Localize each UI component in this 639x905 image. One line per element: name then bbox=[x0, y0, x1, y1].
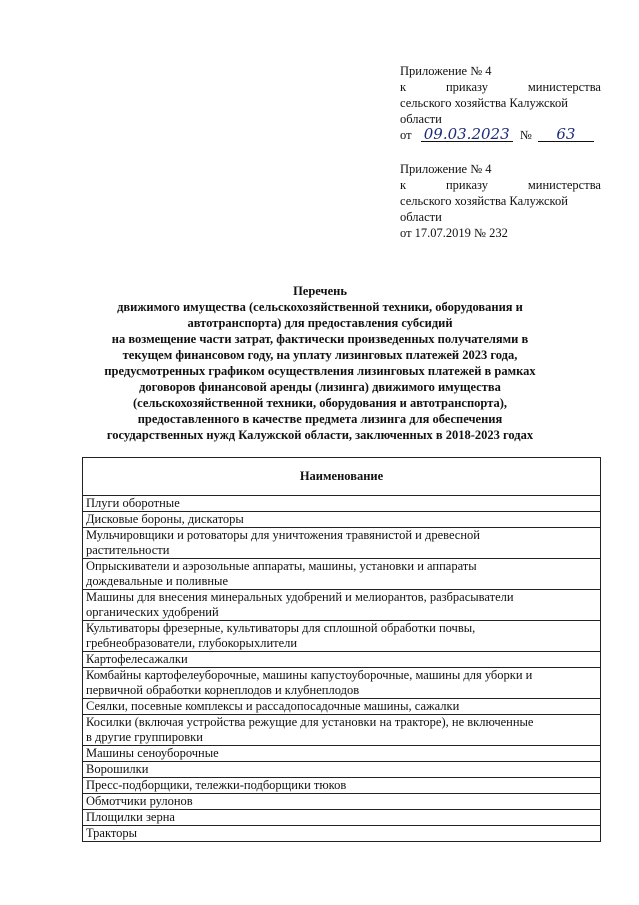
table-row bbox=[83, 794, 601, 810]
title-line: договоров финансовой аренды (лизинга) движимого имущества bbox=[139, 380, 501, 394]
appendix-ministry: сельского хозяйства Калужской bbox=[400, 96, 568, 110]
table-row bbox=[83, 652, 601, 668]
cell-line: первичной обработки корнеплодов и клубнеплодов bbox=[86, 683, 360, 697]
appendix-date-line: от 17.07.2019 № 232 bbox=[400, 226, 508, 240]
equipment-table bbox=[82, 457, 601, 842]
table-cell-name bbox=[83, 528, 601, 559]
table-row bbox=[83, 512, 601, 528]
table-row bbox=[83, 810, 601, 826]
table-cell-name bbox=[83, 746, 601, 762]
table-cell-name bbox=[83, 810, 601, 826]
appendix-title: Приложение № 4 bbox=[400, 64, 492, 78]
table-row bbox=[83, 528, 601, 559]
table-cell-name bbox=[83, 559, 601, 590]
cell-line: Машины сеноуборочные bbox=[86, 746, 219, 760]
title-line: текущем финансовом году, на уплату лизинговых платежей 2023 года, bbox=[122, 348, 518, 362]
table-cell-name bbox=[83, 699, 601, 715]
number-prefix: № bbox=[519, 128, 532, 142]
date-prefix: от bbox=[400, 128, 412, 142]
table-cell-name bbox=[83, 794, 601, 810]
appendix-date-line bbox=[400, 127, 601, 143]
cell-line: Обмотчики рулонов bbox=[86, 794, 193, 808]
cell-line: Опрыскиватели и аэрозольные аппараты, машины, установки и аппараты bbox=[86, 559, 477, 573]
cell-line: органических удобрений bbox=[86, 605, 219, 619]
table-row bbox=[83, 496, 601, 512]
title-line: (сельскохозяйственной техники, оборудования и автотранспорта), bbox=[132, 396, 508, 410]
cell-line: Ворошилки bbox=[86, 762, 149, 776]
cell-line: Культиваторы фрезерные, культиваторы для сплошной обработки почвы, bbox=[86, 621, 476, 635]
handwritten-number: 63 bbox=[538, 127, 594, 142]
table-cell-name bbox=[83, 715, 601, 746]
appendix-word: приказу bbox=[445, 80, 488, 94]
table-header-name: Наименование bbox=[83, 458, 601, 496]
cell-line: Сеялки, посевные комплексы и рассадопосадочные машины, сажалки bbox=[86, 699, 460, 713]
cell-line: Комбайны картофелеуборочные, машины капустоуборочные, машины для уборки и bbox=[86, 668, 533, 682]
document-title bbox=[60, 283, 580, 443]
cell-line: Картофелесажалки bbox=[86, 652, 188, 666]
table-row bbox=[83, 699, 601, 715]
table-row bbox=[83, 590, 601, 621]
table-row bbox=[83, 778, 601, 794]
title-line: предоставленного в качестве предмета лизинга для обеспечения bbox=[137, 412, 503, 426]
cell-line: Косилки (включая устройства режущие для установки на тракторе), не включенные bbox=[86, 715, 534, 729]
appendix-word: приказу bbox=[445, 178, 488, 192]
table-row bbox=[83, 746, 601, 762]
appendix-old-block bbox=[400, 161, 601, 241]
appendix-region: области bbox=[400, 112, 442, 126]
cell-line: в другие группировки bbox=[86, 730, 203, 744]
cell-line: Площилки зерна bbox=[86, 810, 175, 824]
title-line: на возмещение части затрат, фактически произведенных получателями в bbox=[111, 332, 529, 346]
cell-line: дождевальные и поливные bbox=[86, 574, 228, 588]
table-row bbox=[83, 826, 601, 842]
table-row bbox=[83, 559, 601, 590]
cell-line: Тракторы bbox=[86, 826, 138, 840]
table-row bbox=[83, 668, 601, 699]
table-cell-name bbox=[83, 762, 601, 778]
table-cell-name bbox=[83, 512, 601, 528]
appendix-word: министерства bbox=[527, 178, 601, 192]
title-line: предусмотренных графиком осуществления лизинговых платежей в рамках bbox=[104, 364, 536, 378]
table-cell-name bbox=[83, 826, 601, 842]
cell-line: Мульчировщики и ротоваторы для уничтожения травянистой и древесной bbox=[86, 528, 480, 542]
appendix-word: министерства bbox=[527, 80, 601, 94]
table-cell-name bbox=[83, 668, 601, 699]
table-cell-name bbox=[83, 590, 601, 621]
table-cell-name bbox=[83, 496, 601, 512]
table-cell-name bbox=[83, 652, 601, 668]
table-row bbox=[83, 762, 601, 778]
appendix-ministry: сельского хозяйства Калужской bbox=[400, 194, 568, 208]
appendix-new-block bbox=[400, 63, 601, 143]
appendix-word: к bbox=[400, 80, 407, 94]
table-row bbox=[83, 621, 601, 652]
cell-line: Пресс-подборщики, тележки-подборщики тюков bbox=[86, 778, 347, 792]
table-header-row bbox=[83, 458, 601, 496]
title-line: Перечень bbox=[293, 284, 347, 298]
table-body bbox=[83, 496, 601, 842]
cell-line: Плуги оборотные bbox=[86, 496, 180, 510]
title-line: государственных нужд Калужской области, заключенных в 2018-2023 годах bbox=[106, 428, 534, 442]
appendix-order-line bbox=[400, 177, 601, 193]
cell-line: Дисковые бороны, дискаторы bbox=[86, 512, 244, 526]
cell-line: гребнеобразователи, глубокорыхлители bbox=[86, 636, 298, 650]
appendix-title: Приложение № 4 bbox=[400, 162, 492, 176]
title-line: автотранспорта) для предоставления субсидий bbox=[187, 316, 453, 330]
appendix-region: области bbox=[400, 210, 442, 224]
table-row bbox=[83, 715, 601, 746]
cell-line: растительности bbox=[86, 543, 170, 557]
table-cell-name bbox=[83, 778, 601, 794]
table-cell-name bbox=[83, 621, 601, 652]
title-line: движимого имущества (сельскохозяйственной техники, оборудования и bbox=[117, 300, 523, 314]
cell-line: Машины для внесения минеральных удобрений и мелиорантов, разбрасыватели bbox=[86, 590, 514, 604]
appendix-word: к bbox=[400, 178, 407, 192]
appendix-order-line bbox=[400, 79, 601, 95]
handwritten-date: 09.03.2023 bbox=[421, 127, 513, 142]
